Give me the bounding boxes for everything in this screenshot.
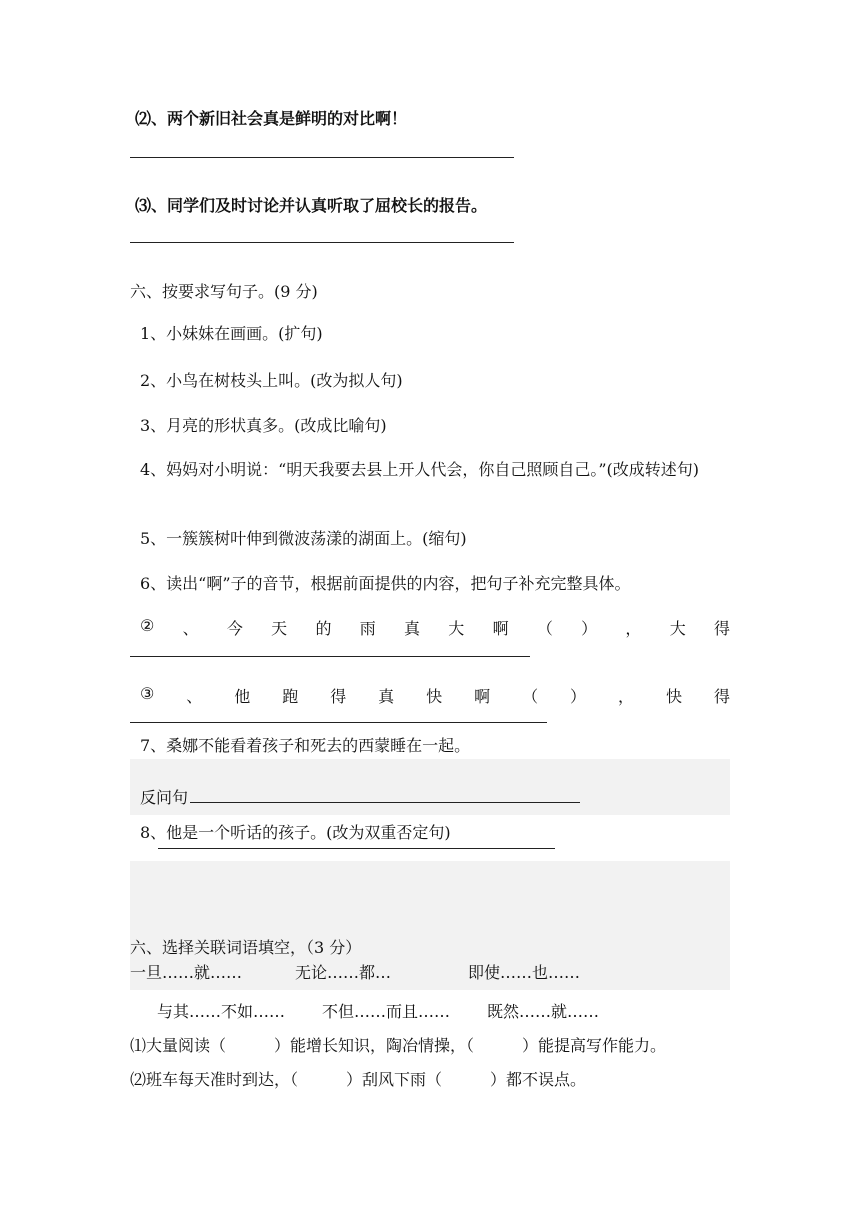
sentence-char: 得 [713, 619, 730, 638]
sentence-char: 天 [271, 619, 288, 638]
conjunction-option: 无论……都… [295, 963, 392, 982]
answer-line [190, 802, 580, 803]
rhetorical-label: 反问句 [140, 788, 189, 807]
sentence-char: 快 [426, 687, 443, 706]
sentence-char: （ [536, 619, 553, 638]
sentence-char: 真 [404, 619, 421, 638]
question-6-1: 1、小妹妹在画画。(扩句) [140, 324, 323, 343]
question-6-6: 6、读出“啊”子的音节，根据前面提供的内容，把句子补充完整具体。 [140, 574, 631, 593]
question-6-3: 3、月亮的形状真多。(改成比喻句) [140, 416, 387, 435]
question-6-7: 7、桑娜不能看着孩子和死去的西蒙睡在一起。 [140, 736, 471, 755]
sentence-char: 得 [713, 687, 730, 706]
sentence-char: 啊 [492, 619, 509, 638]
sentence-char: 啊 [474, 687, 491, 706]
conjunction-option: 一旦……就…… [130, 963, 243, 982]
answer-line [130, 656, 530, 657]
sentence-char: 跑 [282, 687, 299, 706]
sentence-char: （ [522, 687, 539, 706]
question-6-6-sub2 [140, 616, 730, 639]
sentence-char: ， [618, 687, 635, 706]
sentence-char: ② [140, 616, 155, 635]
answer-line [158, 848, 555, 849]
conjunction-option: 即使……也…… [468, 963, 581, 982]
question-7-1: ⑴大量阅读（ ）能增长知识，陶冶情操，（ ）能提高写作能力。 [130, 1036, 667, 1055]
sentence-char: 、 [186, 687, 203, 706]
sentence-char: 今 [226, 619, 243, 638]
sentence-char: 真 [378, 687, 395, 706]
shaded-box [130, 759, 730, 815]
question-5-2: ⑵、两个新旧社会真是鲜明的对比啊！ [135, 109, 408, 128]
answer-line [130, 722, 547, 723]
sentence-char: ） [581, 619, 598, 638]
sentence-char: 大 [669, 619, 686, 638]
conjunction-option: 不但……而且…… [322, 1002, 451, 1021]
sentence-char: ③ [140, 684, 155, 703]
question-6-8: 8、他是一个听话的孩子。(改为双重否定句) [140, 823, 451, 842]
sentence-char: 雨 [359, 619, 376, 638]
answer-line [130, 157, 514, 158]
sentence-char: 大 [448, 619, 465, 638]
question-6-5: 5、一簇簇树叶伸到微波荡漾的湖面上。(缩句) [140, 529, 467, 548]
sentence-char: 得 [330, 687, 347, 706]
sentence-char: 快 [665, 687, 682, 706]
question-6-2: 2、小鸟在树枝头上叫。(改为拟人句) [140, 371, 403, 390]
conjunction-option: 与其……不如…… [157, 1002, 286, 1021]
question-6-4: 4、妈妈对小明说：“明天我要去县上开人代会，你自己照顾自己。”(改成转述句) [140, 460, 700, 479]
sentence-char: ） [570, 687, 587, 706]
question-7-2: ⑵班车每天准时到达，（ ）刮风下雨（ ）都不误点。 [130, 1070, 587, 1089]
answer-line [130, 242, 514, 243]
question-6-6-sub3 [140, 684, 730, 707]
sentence-char: 、 [182, 619, 199, 638]
conjunction-option: 既然……就…… [487, 1002, 600, 1021]
sentence-char: 他 [234, 687, 251, 706]
section-6-title: 六、按要求写句子。(9 分) [130, 282, 318, 301]
sentence-char: ， [625, 619, 642, 638]
sentence-char: 的 [315, 619, 332, 638]
question-5-3: ⑶、同学们及时讨论并认真听取了屈校长的报告。 [135, 196, 488, 215]
section-7-title: 六、选择关联词语填空，（3 分） [130, 938, 362, 957]
